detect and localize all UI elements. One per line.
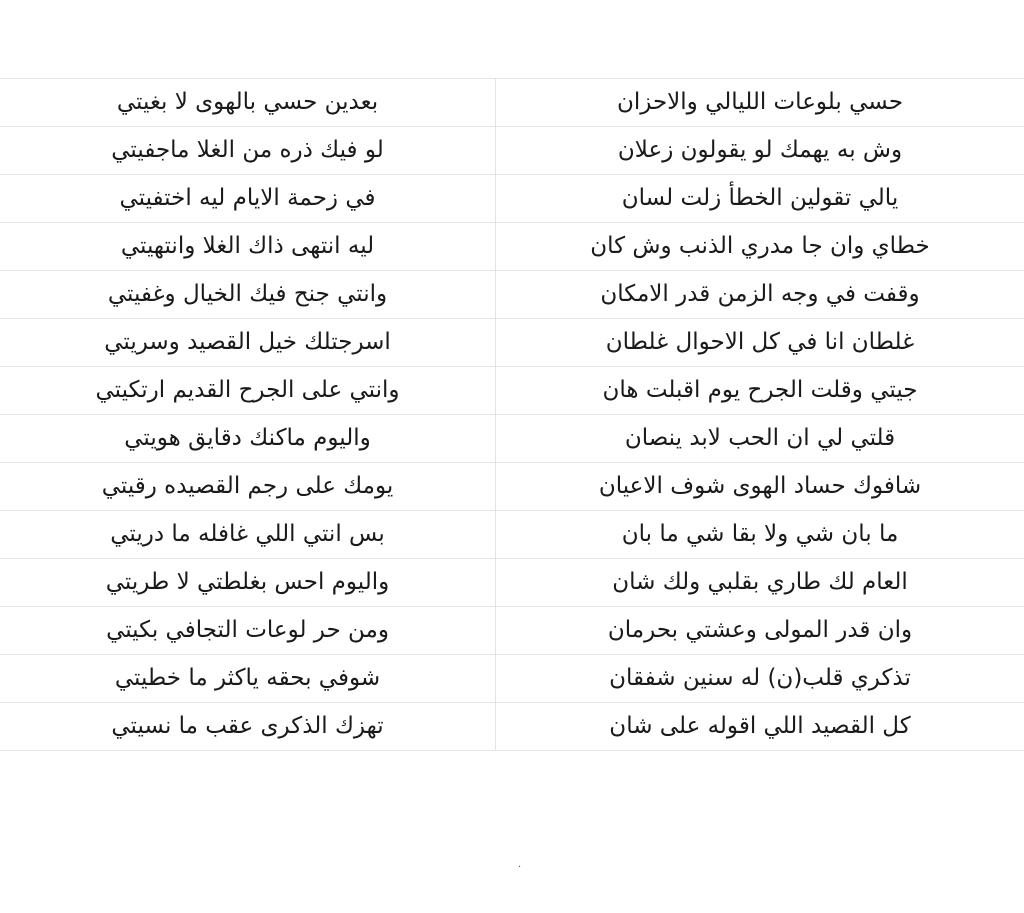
first-hemistich: [496, 127, 1024, 175]
verse-text: ومن حر لوعات التجافي بكيتي: [106, 617, 389, 643]
verse-text: وانتي على الجرح القديم ارتكيتي: [95, 377, 400, 403]
first-hemistich: [496, 607, 1024, 655]
first-hemistich: [496, 271, 1024, 319]
second-hemistich: [0, 559, 496, 607]
table-row: [0, 703, 1024, 751]
table-row: [0, 175, 1024, 223]
first-hemistich: [496, 223, 1024, 271]
first-hemistich: [496, 415, 1024, 463]
verse-text: كل القصيد اللي اقوله على شان: [609, 713, 911, 739]
verse-text: يومك على رجم القصيده رقيتي: [101, 473, 394, 499]
verse-text: شوفي بحقه ياكثر ما خطيتي: [114, 665, 381, 691]
page-dot: .: [518, 859, 522, 870]
verse-text: ليه انتهى ذاك الغلا وانتهيتي: [120, 233, 375, 259]
table-row: [0, 223, 1024, 271]
table-row: [0, 79, 1024, 127]
second-hemistich: [0, 607, 496, 655]
table-row: [0, 271, 1024, 319]
second-hemistich: [0, 415, 496, 463]
second-hemistich: [0, 319, 496, 367]
first-hemistich: [496, 367, 1024, 415]
second-hemistich: [0, 703, 496, 751]
verse-text: شافوك حساد الهوى شوف الاعيان: [598, 473, 922, 499]
second-hemistich: [0, 79, 496, 127]
table-row: [0, 319, 1024, 367]
verse-text: وش به يهمك لو يقولون زعلان: [617, 137, 903, 163]
verse-text: وقفت في وجه الزمن قدر الامكان: [600, 281, 920, 307]
verse-text: قلتي لي ان الحب لابد ينصان: [624, 425, 896, 451]
second-hemistich: [0, 175, 496, 223]
first-hemistich: [496, 511, 1024, 559]
verse-text: حسي بلوعات الليالي والاحزان: [616, 89, 904, 115]
table-row: [0, 127, 1024, 175]
verse-text: لو فيك ذره من الغلا ماجفيتي: [111, 137, 384, 163]
verse-text: خطاي وان جا مدري الذنب وش كان: [590, 233, 930, 259]
second-hemistich: [0, 463, 496, 511]
first-hemistich: [496, 703, 1024, 751]
verse-text: وانتي جنح فيك الخيال وغفيتي: [107, 281, 388, 307]
first-hemistich: [496, 175, 1024, 223]
second-hemistich: [0, 127, 496, 175]
verse-text: تذكري قلب(ن) له سنين شفقان: [609, 665, 911, 691]
verse-text: بعدين حسي بالهوى لا بغيتي: [116, 89, 379, 115]
second-hemistich: [0, 223, 496, 271]
second-hemistich: [0, 367, 496, 415]
table-row: [0, 607, 1024, 655]
verse-text: في زحمة الايام ليه اختفيتي: [119, 185, 376, 211]
second-hemistich: [0, 655, 496, 703]
verse-text: يالي تقولين الخطأ زلت لسان: [621, 185, 899, 211]
first-hemistich: [496, 559, 1024, 607]
table-row: [0, 559, 1024, 607]
table-row: [0, 367, 1024, 415]
verse-text: اسرجتلك خيل القصيد وسريتي: [104, 329, 391, 355]
verse-text: غلطان انا في كل الاحوال غلطان: [605, 329, 915, 355]
verse-text: واليوم احس بغلطتي لا طريتي: [105, 569, 390, 595]
verse-text: جيتي وقلت الجرح يوم اقبلت هان: [602, 377, 918, 403]
second-hemistich: [0, 511, 496, 559]
second-hemistich: [0, 271, 496, 319]
verse-text: واليوم ماكنك دقايق هويتي: [124, 425, 371, 451]
first-hemistich: [496, 655, 1024, 703]
table-row: [0, 511, 1024, 559]
verse-text: وان قدر المولى وعشتي بحرمان: [607, 617, 913, 643]
verse-text: بس انتي اللي غافله ما دريتي: [110, 521, 385, 547]
poem-rows: [0, 79, 1024, 751]
poem-table: [0, 78, 1024, 751]
table-row: [0, 655, 1024, 703]
verse-text: ما بان شي ولا بقا شي ما بان: [621, 521, 899, 547]
table-row: [0, 463, 1024, 511]
first-hemistich: [496, 319, 1024, 367]
verse-text: العام لك طاري بقلبي ولك شان: [612, 569, 908, 595]
table-row: [0, 415, 1024, 463]
first-hemistich: [496, 79, 1024, 127]
first-hemistich: [496, 463, 1024, 511]
verse-text: تهزك الذكرى عقب ما نسيتي: [111, 713, 384, 739]
